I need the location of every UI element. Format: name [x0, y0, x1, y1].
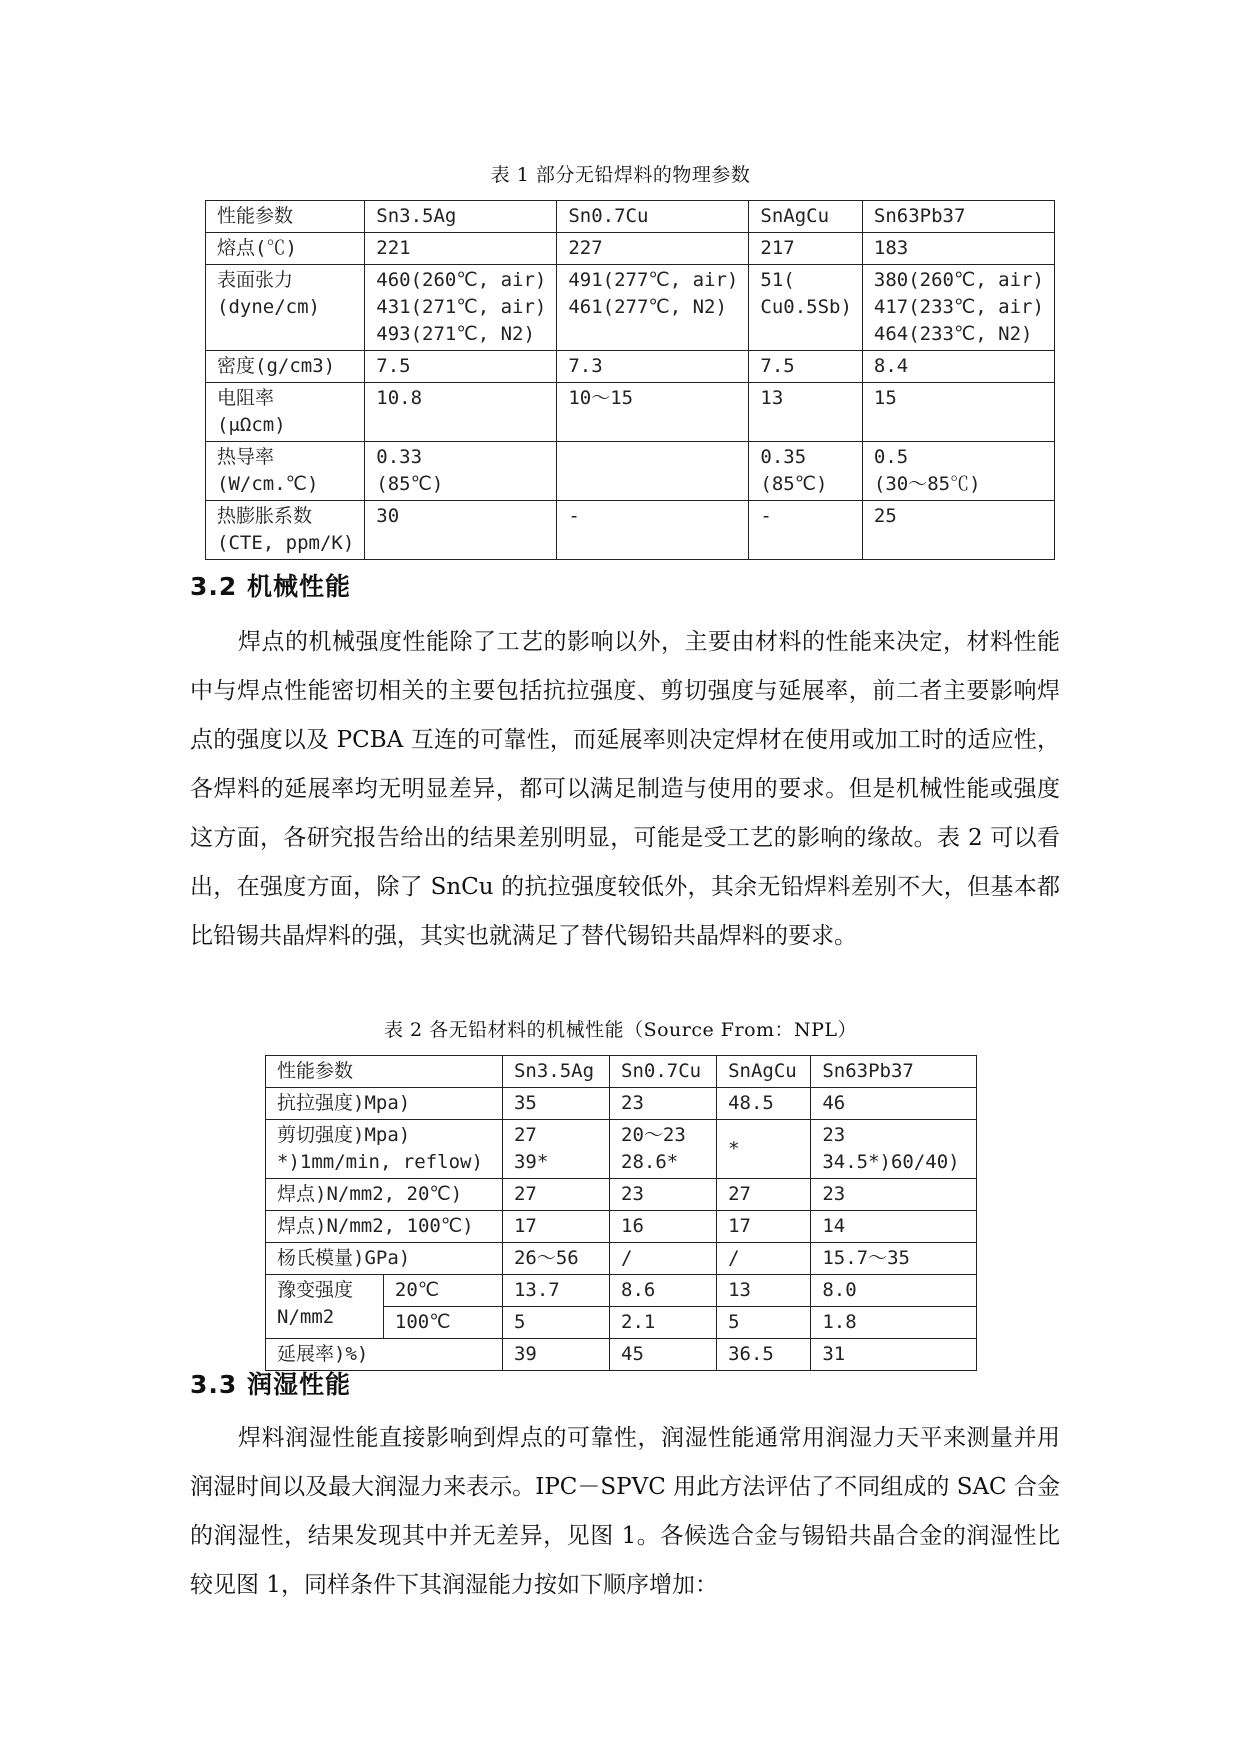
table-row [206, 265, 1055, 351]
table-cell: 8.0 [811, 1275, 977, 1307]
row-label: 电阻率 (μΩcm) [206, 383, 365, 442]
header-cell: Sn63Pb37 [862, 201, 1054, 233]
table-cell: 39 [502, 1339, 609, 1371]
table-row [266, 1243, 977, 1275]
table-cell: 51( Cu0.5Sb) [749, 265, 863, 351]
table-row [206, 351, 1055, 383]
row-label: 剪切强度)Mpa) *)1mm/min, reflow) [266, 1120, 503, 1179]
table-cell [557, 442, 749, 501]
table-cell: 35 [502, 1088, 609, 1120]
table-row [206, 501, 1055, 560]
table-cell: 17 [717, 1211, 811, 1243]
table-cell: 23 [610, 1088, 717, 1120]
table-row [206, 233, 1055, 265]
table-cell: 14 [811, 1211, 977, 1243]
table-cell: 46 [811, 1088, 977, 1120]
table-cell: * [717, 1120, 811, 1179]
section-paragraph-3-2: 焊点的机械强度性能除了工艺的影响以外，主要由材料的性能来决定，材料性能中与焊点性能密切相关的主要包括抗拉强度、剪切强度与延展率，前二者主要影响焊点的强度以及 PCBA 互连的可靠性，而延展率则决定焊材在使用或加工时的适应性，各焊料的延展率均无明显差异，都可以满足制造与使用的要求。但是机械性能或强度这方面，各研究报告给出的结果差别明显，可能是受工艺的影响的缘故。表 2 可以看出，在强度方面，除了 SnCu 的抗拉强度较低外，其余无铅焊料差别不大，但基本都比铅锡共晶焊料的强，其实也就满足了替代锡铅共晶焊料的要求。 [190, 629, 1060, 949]
table-cell: 25 [862, 501, 1054, 560]
row-label: 焊点)N/mm2, 20℃) [266, 1179, 503, 1211]
table-cell: 10～15 [557, 383, 749, 442]
row-label: 延展率)%) [266, 1339, 503, 1371]
table-cell: 13 [717, 1275, 811, 1307]
header-cell: Sn0.7Cu [557, 201, 749, 233]
table-cell: 27 [502, 1179, 609, 1211]
table-cell: 2.1 [610, 1307, 717, 1339]
table-row [266, 1211, 977, 1243]
header-cell: 性能参数 [206, 201, 365, 233]
header-cell: Sn0.7Cu [610, 1056, 717, 1088]
section-heading-3-2: 3.2 机械性能 [190, 572, 351, 601]
table-cell: 16 [610, 1211, 717, 1243]
table-cell: 23 [610, 1179, 717, 1211]
row-label: 焊点)N/mm2, 100℃) [266, 1211, 503, 1243]
row-label: 热导率 (W/cm.℃) [206, 442, 365, 501]
section-heading-3-3: 3.3 润湿性能 [190, 1370, 351, 1399]
table-cell: 8.6 [610, 1275, 717, 1307]
section-paragraph-3-3: 焊料润湿性能直接影响到焊点的可靠性，润湿性能通常用润湿力天平来测量并用润湿时间以及最大润湿力来表示。IPC－SPVC 用此方法评估了不同组成的 SAC 合金的润湿性，结果发现其中并无差异，见图 1。各候选合金与锡铅共晶合金的润湿性比较见图 1，同样条件下其润湿能力按如下顺序增加： [190, 1425, 1060, 1598]
table-cell: 5 [502, 1307, 609, 1339]
table-cell: 221 [365, 233, 557, 265]
header-cell: Sn63Pb37 [811, 1056, 977, 1088]
table-cell: 27 39* [502, 1120, 609, 1179]
table-cell: 7.5 [365, 351, 557, 383]
table-row [206, 383, 1055, 442]
table1-caption: 表 1 部分无铅焊料的物理参数 [490, 164, 751, 186]
table-cell: 17 [502, 1211, 609, 1243]
table-cell: 217 [749, 233, 863, 265]
row-label: 抗拉强度)Mpa) [266, 1088, 503, 1120]
table-cell: 183 [862, 233, 1054, 265]
table-cell: 30 [365, 501, 557, 560]
table-cell: 45 [610, 1339, 717, 1371]
row-label: 热膨胀系数 (CTE, ppm/K) [206, 501, 365, 560]
table-cell: 5 [717, 1307, 811, 1339]
table-cell: 8.4 [862, 351, 1054, 383]
table-row [266, 1179, 977, 1211]
table-cell: 48.5 [717, 1088, 811, 1120]
row-label: 豫变强度 N/mm2 [266, 1275, 384, 1339]
table-row [266, 1088, 977, 1120]
table-cell: / [717, 1243, 811, 1275]
table-cell: 0.5 (30～85℃) [862, 442, 1054, 501]
table-cell: - [749, 501, 863, 560]
table2-mechanical-props [265, 1055, 977, 1371]
table-cell: 7.5 [749, 351, 863, 383]
table-cell: - [557, 501, 749, 560]
table-cell: 491(277℃, air) 461(277℃, N2) [557, 265, 749, 351]
table-cell: 0.33 (85℃) [365, 442, 557, 501]
table-row [266, 1120, 977, 1179]
header-cell: SnAgCu [717, 1056, 811, 1088]
header-cell: SnAgCu [749, 201, 863, 233]
table-cell: 380(260℃, air) 417(233℃, air) 464(233℃, N2) [862, 265, 1054, 351]
table-cell: 13.7 [502, 1275, 609, 1307]
table2-caption: 表 2 各无铅材料的机械性能（Source From：NPL） [383, 1019, 858, 1041]
table-cell: 460(260℃, air) 431(271℃, air) 493(271℃, N2) [365, 265, 557, 351]
table-cell: 15 [862, 383, 1054, 442]
table-cell: 23 34.5*)60/40) [811, 1120, 977, 1179]
table-header-row [266, 1056, 977, 1088]
table-cell: 0.35 (85℃) [749, 442, 863, 501]
table-cell: 23 [811, 1179, 977, 1211]
header-cell: 性能参数 [266, 1056, 503, 1088]
row-label: 表面张力 (dyne/cm) [206, 265, 365, 351]
table-row [266, 1339, 977, 1371]
table1-physical-params [205, 200, 1055, 560]
table-cell: 36.5 [717, 1339, 811, 1371]
table-cell: 31 [811, 1339, 977, 1371]
table-cell: 10.8 [365, 383, 557, 442]
header-cell: Sn3.5Ag [502, 1056, 609, 1088]
row-label: 杨氏模量)GPa) [266, 1243, 503, 1275]
table-cell: 26～56 [502, 1243, 609, 1275]
table-cell: 227 [557, 233, 749, 265]
table-cell: 7.3 [557, 351, 749, 383]
table-cell: / [610, 1243, 717, 1275]
table-row [266, 1275, 977, 1307]
row-label: 密度(g/cm3) [206, 351, 365, 383]
row-sublabel: 100℃ [383, 1307, 502, 1339]
header-cell: Sn3.5Ag [365, 201, 557, 233]
table-header-row [206, 201, 1055, 233]
table-row [206, 442, 1055, 501]
table-cell: 20～23 28.6* [610, 1120, 717, 1179]
row-sublabel: 20℃ [383, 1275, 502, 1307]
row-label: 熔点(℃) [206, 233, 365, 265]
table-cell: 1.8 [811, 1307, 977, 1339]
table-cell: 13 [749, 383, 863, 442]
table-cell: 27 [717, 1179, 811, 1211]
table-cell: 15.7～35 [811, 1243, 977, 1275]
